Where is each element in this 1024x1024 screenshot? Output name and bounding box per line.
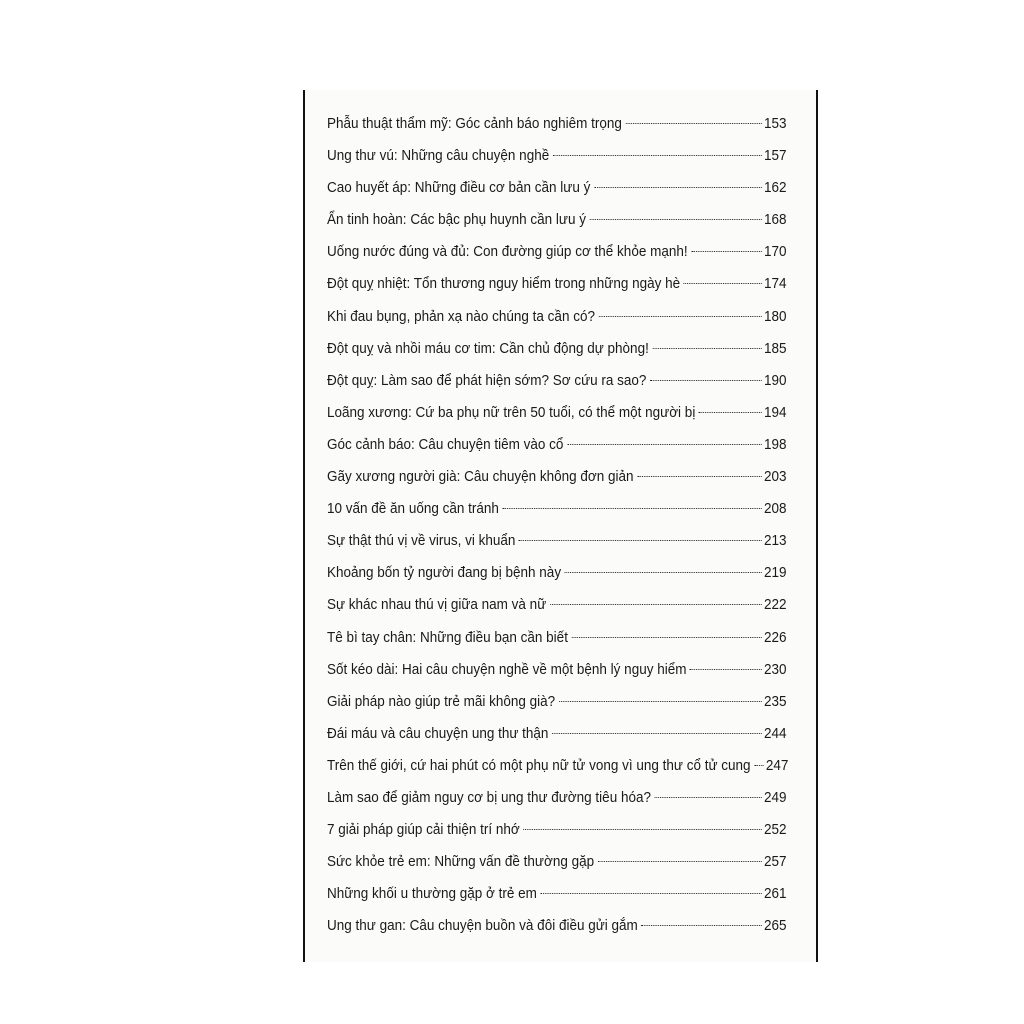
toc-entry: [327, 204, 787, 236]
toc-entry: [327, 525, 787, 557]
toc-entry-title: Những khối u thường gặp ở trẻ em: [327, 885, 537, 903]
toc-entry: [327, 461, 787, 493]
toc-entry-page: 190: [764, 371, 787, 389]
toc-entry: [327, 301, 787, 333]
dot-leader: [559, 701, 762, 702]
dot-leader: [684, 283, 762, 284]
dot-leader: [594, 187, 761, 188]
toc-entry-title: Gãy xương người già: Câu chuyện không đơn giản: [327, 468, 634, 486]
dot-leader: [519, 540, 761, 541]
toc-entry-title: Ẩn tinh hoàn: Các bậc phụ huynh cần lưu ý: [327, 211, 586, 229]
toc-entry-page: 208: [764, 500, 787, 518]
toc-entry: [327, 557, 787, 589]
toc-entry-title: Tê bì tay chân: Những điều bạn cần biết: [327, 628, 568, 646]
toc-entry-page: 168: [764, 211, 787, 229]
toc-entry-page: 153: [764, 115, 787, 132]
toc-entry: [327, 397, 787, 429]
toc-entry-page: 257: [764, 853, 787, 871]
toc-entry: [327, 910, 787, 942]
toc-entry-title: 10 vấn đề ăn uống cần tránh: [327, 500, 499, 518]
toc-entry-title: Sốt kéo dài: Hai câu chuyện nghề về một bệnh lý nguy hiểm: [327, 660, 687, 678]
toc-entry-title: Khi đau bụng, phản xạ nào chúng ta cần có?: [327, 307, 595, 325]
toc-entry: [327, 108, 787, 140]
toc-entry-page: 230: [764, 660, 787, 678]
toc-entry: [327, 878, 787, 910]
dot-leader: [754, 765, 763, 766]
toc-entry-title: Sức khỏe trẻ em: Những vấn đề thường gặp: [327, 853, 595, 871]
dot-leader: [523, 829, 761, 830]
toc-entry-page: 194: [764, 403, 787, 421]
toc-entry-title: Loãng xương: Cứ ba phụ nữ trên 50 tuổi, có thể một người bị: [327, 403, 696, 421]
dot-leader: [565, 572, 762, 573]
toc-entry-page: 249: [764, 788, 787, 806]
toc-entry: [327, 654, 787, 686]
toc-entry-page: 235: [764, 692, 787, 710]
toc-entry-page: 198: [764, 435, 787, 453]
dot-leader: [503, 508, 762, 509]
toc-entry: [327, 686, 787, 718]
toc-entry-page: 180: [764, 307, 787, 325]
dot-leader: [641, 925, 761, 926]
toc-entry: [327, 493, 787, 525]
toc-entry: [327, 846, 787, 878]
toc-entry-title: Khoảng bốn tỷ người đang bị bệnh này: [327, 564, 562, 582]
dot-leader: [553, 155, 761, 156]
dot-leader: [626, 123, 762, 124]
toc-entry-title: Trên thế giới, cứ hai phút có một phụ nữ tử vong vì ung thư cổ tử cung: [327, 756, 751, 774]
toc-entry: [327, 589, 787, 621]
toc-entry-title: Đái máu và câu chuyện ung thư thận: [327, 724, 549, 742]
dot-leader: [652, 348, 761, 349]
toc-entry-page: 265: [764, 917, 787, 935]
dot-leader: [552, 733, 761, 734]
toc-entry-title: Làm sao để giảm nguy cơ bị ung thư đường tiêu hóa?: [327, 788, 651, 806]
dot-leader: [567, 444, 761, 445]
toc-entry-title: Sự thật thú vị về virus, vi khuẩn: [327, 532, 516, 550]
toc-entry: [327, 333, 787, 365]
dot-leader: [655, 797, 762, 798]
toc-entry-page: 247: [765, 756, 789, 774]
toc-entry: [327, 172, 787, 204]
toc-entry-title: 7 giải pháp giúp cải thiện trí nhớ: [327, 821, 520, 839]
toc-entry-title: Uống nước đúng và đủ: Con đường giúp cơ thể khỏe mạnh!: [327, 243, 688, 261]
dot-leader: [599, 316, 762, 317]
toc-entry-title: Giải pháp nào giúp trẻ mãi không già?: [327, 692, 556, 710]
toc-entry-title: Ung thư vú: Những câu chuyện nghề: [327, 147, 550, 165]
dot-leader: [572, 637, 762, 638]
toc-entry-title: Phẫu thuật thẩm mỹ: Góc cảnh báo nghiêm trọng: [327, 115, 622, 132]
toc-entry-page: 174: [764, 275, 787, 293]
toc-entry: [327, 365, 787, 397]
dot-leader: [699, 412, 761, 413]
toc-entry: [327, 140, 787, 172]
toc-entry: [327, 750, 787, 782]
dot-leader: [690, 669, 761, 670]
toc-entry-page: 219: [764, 564, 787, 582]
toc-entry-page: 261: [764, 885, 787, 903]
toc-entry-page: 226: [764, 628, 787, 646]
toc-entry: [327, 429, 787, 461]
dot-leader: [637, 476, 761, 477]
toc-entry: [327, 268, 787, 300]
toc-entry-page: 170: [764, 243, 787, 261]
toc-entry-page: 203: [764, 468, 787, 486]
toc-entry: [327, 236, 787, 268]
toc-entry-title: Đột quỵ: Làm sao để phát hiện sớm? Sơ cứu ra sao?: [327, 371, 647, 389]
toc-entry-title: Góc cảnh báo: Câu chuyện tiêm vào cổ: [327, 435, 564, 453]
dot-leader: [540, 893, 761, 894]
toc-entry: [327, 782, 787, 814]
toc-entry: [327, 622, 787, 654]
toc-entry-page: 157: [764, 147, 787, 165]
toc-entry-title: Sự khác nhau thú vị giữa nam và nữ: [327, 596, 547, 614]
toc-entry-page: 185: [764, 339, 787, 357]
dot-leader: [650, 380, 761, 381]
toc-entry-page: 213: [764, 532, 787, 550]
dot-leader: [590, 219, 762, 220]
toc-entry-title: Đột quỵ nhiệt: Tổn thương nguy hiểm trong những ngày hè: [327, 275, 681, 293]
toc-entry-title: Cao huyết áp: Những điều cơ bản cần lưu ý: [327, 179, 591, 197]
toc-entry-page: 222: [764, 596, 787, 614]
toc-entry: [327, 814, 787, 846]
toc-entry-page: 244: [764, 724, 787, 742]
toc-entry-page: 162: [764, 179, 787, 197]
dot-leader: [550, 604, 761, 605]
dot-leader: [598, 861, 762, 862]
toc-entry-page: 252: [764, 821, 787, 839]
toc-entry-title: Ung thư gan: Câu chuyện buồn và đôi điều gửi gắm: [327, 917, 638, 935]
table-of-contents: [327, 108, 787, 942]
toc-entry-title: Đột quỵ và nhồi máu cơ tim: Cần chủ động dự phòng!: [327, 339, 649, 357]
toc-entry: [327, 718, 787, 750]
dot-leader: [691, 251, 761, 252]
